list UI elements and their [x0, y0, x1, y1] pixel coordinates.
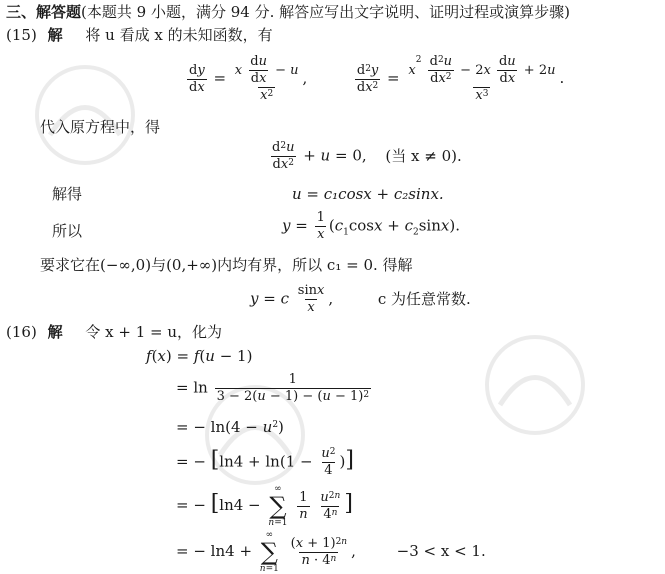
problem-15-jiede: 解得	[52, 185, 83, 203]
range-condition: −3 < x < 1.	[396, 542, 486, 560]
problem-15-label: (15)	[6, 26, 37, 44]
watermark-seal-icon	[480, 330, 590, 440]
constant-note: c 为任意常数.	[377, 289, 471, 308]
equation-solution-y: y = $\frac{1}{x}$ $(c_1\cos x + c_2\sin x)$.	[282, 210, 460, 242]
problem-15-jie: 解	[47, 26, 63, 44]
section-instructions: (本题共 9 小题，满分 94 分. 解答应写出文字说明、证明过程或演算步骤)	[81, 3, 570, 21]
problem-15-intro-text: 将 u 看成 x 的未知函数，有	[85, 26, 273, 44]
equation-f-step6: = − ln4 + ∞ ∑ n=1 $\frac{(x + 1)^{2n}}{n \cdot 4^n}$ , −3 < x < 1.	[176, 530, 486, 574]
equation-ode-condition: (当 x ≠ 0).	[385, 146, 462, 165]
section-heading	[6, 3, 570, 21]
equation-f-step1: f(x) = f(u − 1)	[146, 347, 253, 365]
equation-f-step5: = − [ln4 − ∞ ∑ n=1 $\frac{1}{n}$ $\frac{u^{2n}}{4^n}$ ]	[176, 484, 353, 528]
equation-f-step3: = − $\ln(4 - u^2)$	[176, 418, 284, 436]
equation-derivatives: $\frac{dy}{dx}$ = x $\frac{du}{dx}$ − u $x^2$ , $\frac{d^2y}{dx^2}$ = $x^2$ $\frac{d^2u}{dx^2}$ − 2x $\frac{du}{dx}$ + 2u $x^3$ .	[189, 54, 565, 103]
problem-15-suoyi: 所以	[52, 222, 83, 240]
watermark-seal-icon	[30, 60, 140, 170]
equation-ode: $\frac{d^2u}{dx^2}$ + u = 0, (当 x ≠ 0).	[272, 140, 462, 172]
equation-solution-u: u = c₁cosx + c₂sinx.	[292, 185, 444, 203]
problem-16-jie: 解	[47, 323, 63, 341]
problem-15-bounded: 要求它在(−∞,0)与(0,+∞)内均有界，所以 c₁ = 0. 得解	[40, 256, 413, 274]
equation-f-step2: = ln $\frac{1}{3 - 2(u - 1) - (u - 1)^2}$	[176, 372, 370, 404]
problem-16-label: (16)	[6, 323, 37, 341]
problem-16-intro-text: 令 x + 1 = u，化为	[85, 323, 223, 341]
problem-15-intro	[6, 26, 273, 44]
section-title: 三、解答题	[6, 3, 82, 21]
equation-f-step4: = − [ln4 + ln(1 − $\frac{u^2}{4}$ )]	[176, 446, 354, 478]
problem-15-substitute: 代入原方程中，得	[40, 118, 161, 136]
equation-final-y: y = c $\frac{\sin x}{x}$ , c 为任意常数.	[250, 283, 471, 315]
problem-16-intro	[6, 323, 222, 341]
